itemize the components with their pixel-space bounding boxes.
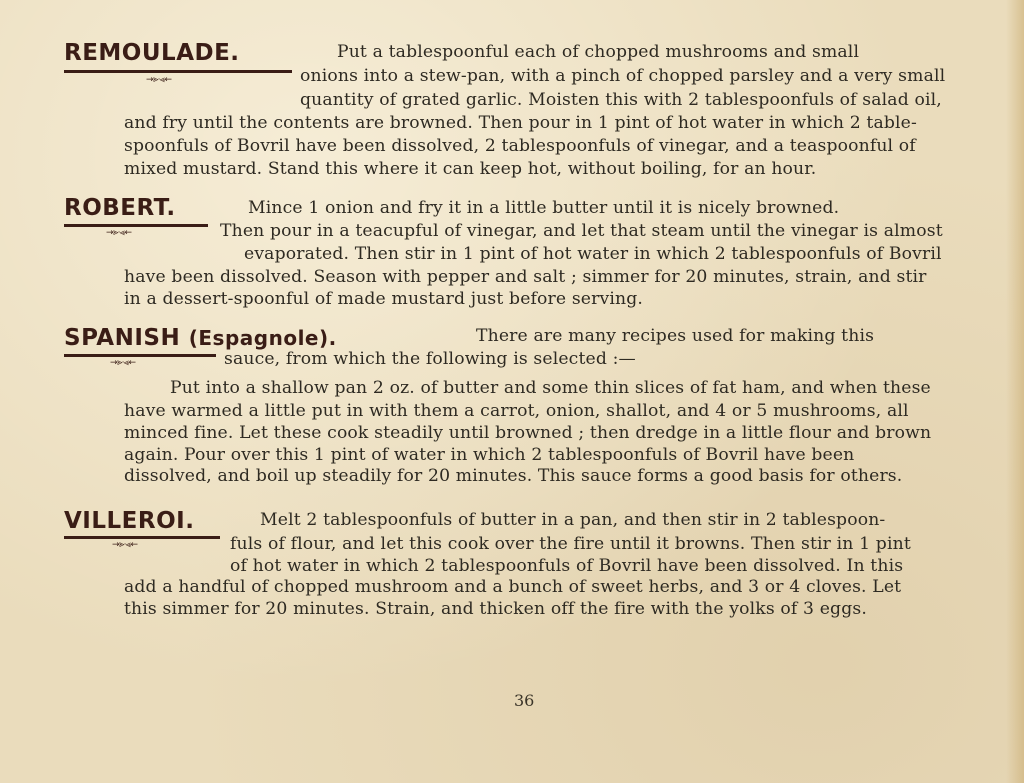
recipe-line: fuls of flour, and let this cook over the fire until it browns. Then stir in 1 pint [230,534,911,554]
page-number: 36 [514,691,535,710]
recipe-line: again. Pour over this 1 pint of water in which 2 tablespoonfuls of Bovril have been [124,445,855,465]
ornament-flourish: →⪢·⪡← [146,75,172,85]
heading-underline [64,70,292,73]
recipe-line: Then pour in a teacupful of vinegar, and let that steam until the vinegar is almost [220,221,943,241]
recipe-line: Put into a shallow pan 2 oz. of butter and some thin slices of fat ham, and when these [170,378,931,398]
ornament-flourish: →⪢·⪡← [110,358,136,368]
recipe-heading: REMOULADE. [64,40,240,66]
recipe-line: of hot water in which 2 tablespoonfuls of Bovril have been dissolved. In this [230,556,904,576]
recipe-line: and fry until the contents are browned. Then pour in 1 pint of hot water in which 2 table- [124,113,917,133]
ornament-flourish: →⪢·⪡← [112,540,138,550]
recipe-line: Mince 1 onion and fry it in a little butter until it is nicely browned. [248,198,840,218]
recipe-line: spoonfuls of Bovril have been dissolved, 2 tablespoonfuls of vinegar, and a teaspoonful of [124,136,916,156]
heading-underline [64,224,208,227]
recipe-heading-main: SPANISH [64,325,181,351]
recipe-line: this simmer for 20 minutes. Strain, and thicken off the fire with the yolks of 3 eggs. [124,599,867,619]
recipe-line: There are many recipes used for making this [476,326,875,346]
recipe-heading: VILLEROI. [64,508,195,534]
recipe-line: add a handful of chopped mushroom and a bunch of sweet herbs, and 3 or 4 cloves. Let [124,577,902,597]
ornament-flourish: →⪢·⪡← [106,228,132,238]
page-edge-shadow [1006,0,1024,783]
heading-underline [64,354,216,357]
recipe-line: sauce, from which the following is selected :— [224,349,636,369]
recipe-line: Put a tablespoonful each of chopped mushrooms and small [337,42,860,62]
recipe-heading: ROBERT. [64,195,176,221]
heading-underline [64,536,220,539]
recipe-line: have been dissolved. Season with pepper and salt ; simmer for 20 minutes, strain, and stir [124,267,927,287]
recipe-line: have warmed a little put in with them a carrot, onion, shallot, and 4 or 5 mushrooms, all [124,401,909,421]
recipe-heading-sub: (Espagnole). [188,326,337,350]
recipe-line: Melt 2 tablespoonfuls of butter in a pan, and then stir in 2 tablespoon- [260,510,886,530]
recipe-line: quantity of grated garlic. Moisten this with 2 tablespoonfuls of salad oil, [300,90,942,110]
recipe-line: dissolved, and boil up steadily for 20 minutes. This sauce forms a good basis for others. [124,466,903,486]
recipe-line: mixed mustard. Stand this where it can keep hot, without boiling, for an hour. [124,159,817,179]
recipe-line: minced fine. Let these cook steadily until browned ; then dredge in a little flour and brown [124,423,932,443]
recipe-line: in a dessert-spoonful of made mustard just before serving. [124,289,643,309]
recipe-line: onions into a stew-pan, with a pinch of chopped parsley and a very small [300,66,946,86]
recipe-line: evaporated. Then stir in 1 pint of hot water in which 2 tablespoonfuls of Bovril [244,244,942,264]
